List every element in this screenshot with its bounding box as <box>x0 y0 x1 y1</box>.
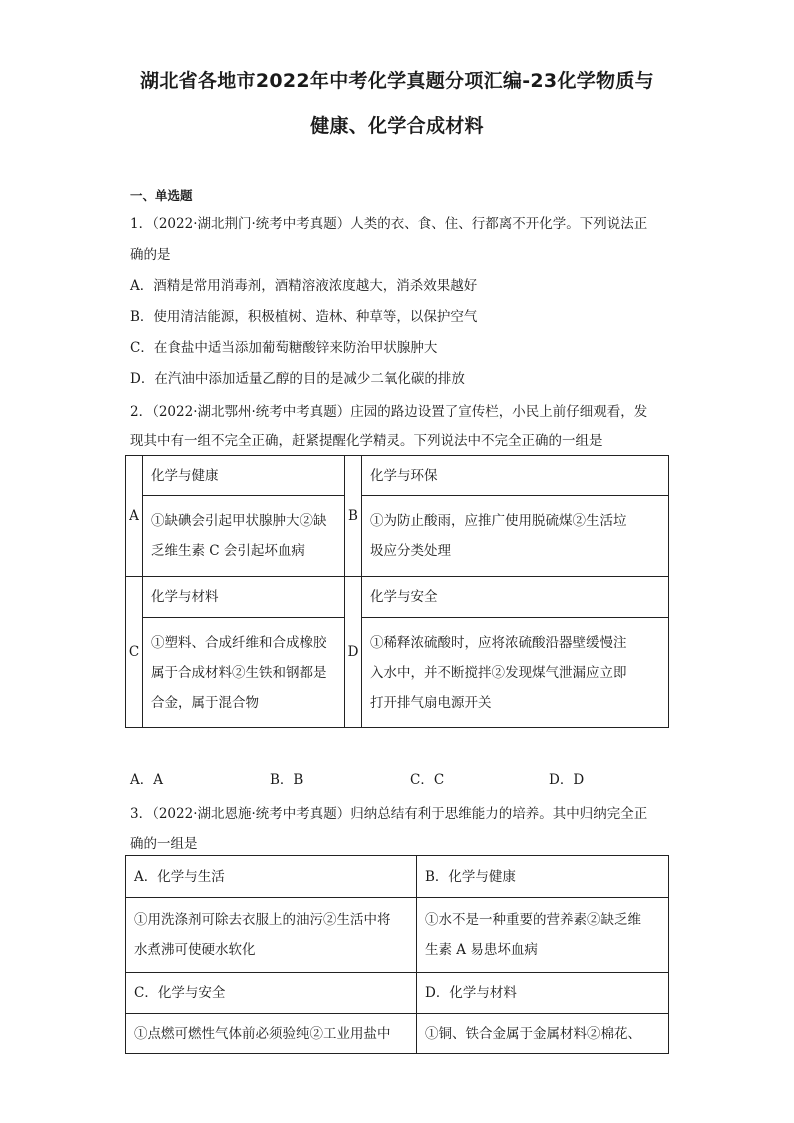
q2-choice-b: B．B <box>270 772 304 788</box>
q2-choice-a: A．A <box>130 772 163 788</box>
q3-stem-line1: 3．（2022·湖北恩施·统考中考真题）归纳总结有利于思维能力的培养。其中归纳完全正 <box>130 806 648 822</box>
q3-body-c-line1: ①点燃可燃性气体前必须验纯②工业用盐中 <box>134 1025 391 1042</box>
q1-option-d: D．在汽油中添加适量乙醇的目的是减少二氧化碳的排放 <box>130 371 465 387</box>
q3-body-d <box>417 1014 669 1054</box>
q2-body-d-line2: 入水中，并不断搅拌②发现煤气泄漏应立即 <box>370 664 627 681</box>
q3-table <box>125 855 669 1054</box>
q1-option-a: A．酒精是常用消毒剂，酒精溶液浓度越大，消杀效果越好 <box>130 278 478 294</box>
q2-choice-c: C．C <box>410 772 445 788</box>
q3-head-a: A．化学与生活 <box>126 856 417 898</box>
q3-body-b-line1: ①水不是一种重要的营养素②缺乏维 <box>425 912 641 928</box>
q2-body-b <box>362 496 669 577</box>
q2-body-b-line1: ①为防止酸雨，应推广使用脱硫煤②生活垃 <box>370 513 627 529</box>
document-title-line1: 湖北省各地市2022年中考化学真题分项汇编-23化学物质与 <box>140 70 654 92</box>
q2-body-a <box>143 496 345 577</box>
q3-head-d: D．化学与材料 <box>417 973 669 1014</box>
q3-body-d-line1: ①铜、铁合金属于金属材料②棉花、 <box>425 1025 641 1042</box>
q2-body-a-line2: 乏维生素 C 会引起坏血病 <box>151 543 305 559</box>
q2-body-a-line1: ①缺碘会引起甲状腺肿大②缺 <box>151 513 327 529</box>
q2-key-d: D <box>345 577 362 728</box>
q2-key-a: A <box>126 456 143 577</box>
q2-table <box>125 455 669 728</box>
q3-body-a <box>126 898 417 973</box>
q3-body-c <box>126 1014 417 1054</box>
q1-stem-line1: 1．（2022·湖北荆门·统考中考真题）人类的衣、食、住、行都离不开化学。下列说法正 <box>130 216 648 232</box>
q2-body-c-line2: 属于合成材料②生铁和钢都是 <box>151 664 327 681</box>
document-title-line2: 健康、化学合成材料 <box>310 115 484 137</box>
q1-option-c: C．在食盐中适当添加葡萄糖酸锌来防治甲状腺肿大 <box>130 340 438 356</box>
q2-body-c-line1: ①塑料、合成纤维和合成橡胶 <box>151 634 327 651</box>
q2-options <box>130 768 650 786</box>
q2-head-a: 化学与健康 <box>143 456 345 496</box>
q3-body-b-line2: 生素 A 易患坏血病 <box>425 942 538 958</box>
q3-head-b: B．化学与健康 <box>417 856 669 898</box>
q2-body-d <box>362 618 669 728</box>
q1-option-b: B．使用清洁能源，积极植树、造林、种草等，以保护空气 <box>130 309 478 325</box>
q2-body-c <box>143 618 345 728</box>
q3-body-a-line2: 水煮沸可使硬水软化 <box>134 942 256 958</box>
q2-head-b: 化学与环保 <box>362 456 669 496</box>
q2-body-b-line2: 圾应分类处理 <box>370 543 451 559</box>
section-heading: 一、单选题 <box>130 188 193 203</box>
q3-body-b <box>417 898 669 973</box>
q2-key-c: C <box>126 577 143 728</box>
q2-stem-line2: 现其中有一组不完全正确，赶紧提醒化学精灵。下列说法中不完全正确的一组是 <box>130 433 603 449</box>
q2-choice-d: D．D <box>549 772 585 788</box>
q2-body-d-line3: 打开排气扇电源开关 <box>370 694 492 711</box>
q2-body-d-line1: ①稀释浓硫酸时，应将浓硫酸沿器壁缓慢注 <box>370 634 627 651</box>
q2-head-d: 化学与安全 <box>362 577 669 618</box>
q2-body-c-line3: 合金，属于混合物 <box>151 694 259 711</box>
q3-head-c: C．化学与安全 <box>126 973 417 1014</box>
q2-stem-line1: 2．（2022·湖北鄂州·统考中考真题）庄园的路边设置了宣传栏，小民上前仔细观看，发 <box>130 404 648 420</box>
q1-stem-line2: 确的是 <box>130 247 171 263</box>
q2-key-b: B <box>345 456 362 577</box>
q3-body-a-line1: ①用洗涤剂可除去衣服上的油污②生活中将 <box>134 912 391 928</box>
q2-head-c: 化学与材料 <box>143 577 345 618</box>
q3-stem-line2: 确的一组是 <box>130 836 198 852</box>
